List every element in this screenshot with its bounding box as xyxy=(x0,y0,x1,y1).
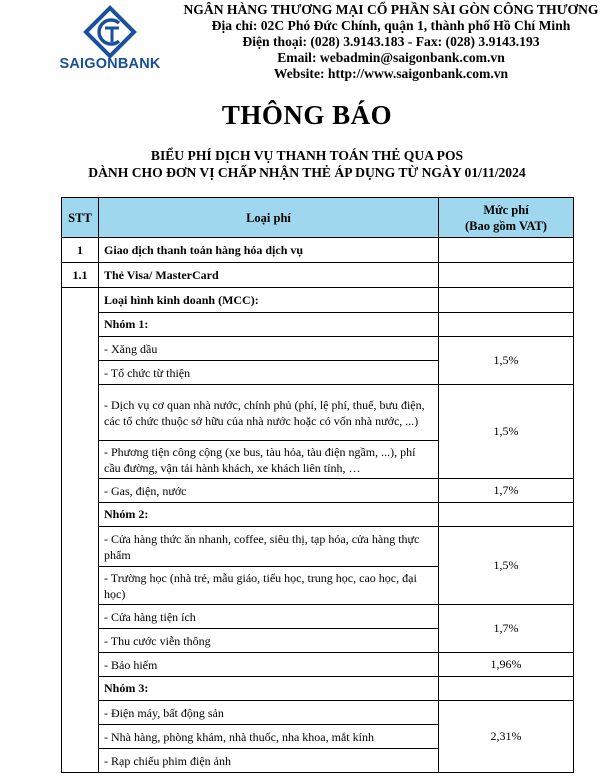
rate-cell: 1,5% xyxy=(439,527,574,605)
page-subtitle xyxy=(0,147,614,181)
row-stt: 1.1 xyxy=(62,263,99,288)
group-label: Nhóm 1: xyxy=(99,313,439,337)
col-header-rate xyxy=(439,198,574,238)
bank-phone: Điện thoại: (028) 3.9143.183 - Fax: (028) 3.9143.193 xyxy=(242,34,540,49)
row-rate xyxy=(439,503,574,527)
row-rate xyxy=(439,677,574,701)
bank-info xyxy=(176,2,606,82)
stt-blank-cell xyxy=(62,288,99,773)
bank-name: NGÂN HÀNG THƯƠNG MẠI CỔ PHẦN SÀI GÒN CÔNG THƯƠNG xyxy=(183,2,599,17)
table-row xyxy=(62,701,574,725)
list-item: - Gas, điện, nước xyxy=(99,479,439,503)
fee-table xyxy=(61,197,574,773)
list-item: - Rạp chiếu phim điện ảnh xyxy=(99,749,439,773)
table-row xyxy=(62,503,574,527)
row-rate xyxy=(439,263,574,288)
row-label: Thẻ Visa/ MasterCard xyxy=(99,263,439,288)
table-header-row xyxy=(62,198,574,238)
table-row xyxy=(62,385,574,441)
col-header-rate-line2: (Bao gồm VAT) xyxy=(465,218,547,233)
row-rate xyxy=(439,288,574,313)
table-row xyxy=(62,479,574,503)
table-row xyxy=(62,238,574,263)
table-row xyxy=(62,527,574,567)
bank-address: Địa chỉ: 02C Phó Đức Chính, quận 1, thành phố Hồ Chí Minh xyxy=(211,18,571,33)
group-label: Nhóm 3: xyxy=(99,677,439,701)
page-title: THÔNG BÁO xyxy=(221,100,393,130)
subtitle-line-2: DÀNH CHO ĐƠN VỊ CHẤP NHẬN THẺ ÁP DỤNG TỪ NGÀY 01/11/2024 xyxy=(88,165,526,180)
row-label: Giao dịch thanh toán hàng hóa dịch vụ xyxy=(99,238,439,263)
list-item: - Bảo hiểm xyxy=(99,653,439,677)
table-row xyxy=(62,263,574,288)
list-item: - Tổ chức từ thiện xyxy=(99,361,439,385)
list-item: - Phương tiện công cộng (xe bus, tàu hỏa, tàu điện ngầm, ...), phí cầu đường, vận tải hành khách, xe khách liên tỉnh, … xyxy=(99,441,439,479)
list-item: - Nhà hàng, phòng khám, nhà thuốc, nha khoa, mắt kính xyxy=(99,725,439,749)
rate-cell: 1,7% xyxy=(439,479,574,503)
bank-website: Website: http://www.saigonbank.com.vn xyxy=(273,66,509,81)
list-item: - Cửa hàng tiện ích xyxy=(99,605,439,629)
col-header-rate-line1: Mức phí xyxy=(483,202,529,217)
row-stt: 1 xyxy=(62,238,99,263)
table-row xyxy=(62,605,574,629)
col-header-fee-type: Loại phí xyxy=(99,198,439,238)
rate-cell: 1,7% xyxy=(439,605,574,653)
subtitle-line-1: BIỂU PHÍ DỊCH VỤ THANH TOÁN THẺ QUA POS xyxy=(150,148,464,163)
table-row xyxy=(62,288,574,313)
list-item: - Điện máy, bất động sản xyxy=(99,701,439,725)
list-item: - Thu cước viễn thông xyxy=(99,629,439,653)
col-header-stt: STT xyxy=(62,198,99,238)
rate-cell: 1,96% xyxy=(439,653,574,677)
table-row xyxy=(62,677,574,701)
rate-cell: 1,5% xyxy=(439,337,574,385)
rate-cell: 2,31% xyxy=(439,701,574,773)
bank-email: Email: webadmin@saigonbank.com.vn xyxy=(277,50,505,65)
table-row xyxy=(62,313,574,337)
mcc-label: Loại hình kinh doanh (MCC): xyxy=(99,288,439,313)
rate-cell: 1,5% xyxy=(439,385,574,479)
list-item: - Cửa hàng thức ăn nhanh, coffee, siêu thị, tạp hóa, cửa hàng thực phẩm xyxy=(99,527,439,567)
logo-wordmark: SAIGONBANK xyxy=(59,56,161,72)
list-item: - Xăng dầu xyxy=(99,337,439,361)
table-row xyxy=(62,653,574,677)
row-rate xyxy=(439,238,574,263)
list-item: - Trường học (nhà trẻ, mẫu giáo, tiểu học, trung học, cao học, đại học) xyxy=(99,567,439,605)
list-item: - Dịch vụ cơ quan nhà nước, chính phủ (phí, lệ phí, thuế, bưu điện, các tổ chức thuộc sở hữu của nhà nước hoặc có vốn nhà nước, ...) xyxy=(99,385,439,441)
group-label: Nhóm 2: xyxy=(99,503,439,527)
table-row xyxy=(62,337,574,361)
row-rate xyxy=(439,313,574,337)
